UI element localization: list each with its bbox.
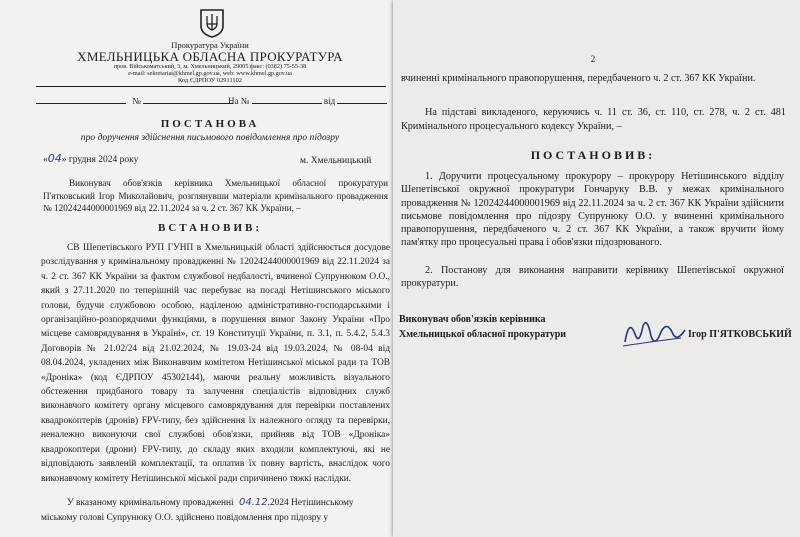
document-city: м. Хмельницький bbox=[300, 156, 372, 166]
resolution-item-1: 1. Доручити процесуальному прокурору – прокурору Нетішинського відділу Шепетівської окружної прокуратури Гончаруку В.В. у межах кримінального провадження № 12024244000001969 від 22.11.2024 за ч. 2 ст. 367 КК України здійснити письмове повідомлення про підозру Супрунюку О.О. у вчиненні кримінального правопорушення, передбаченого ч. 2 ст. 367 КК України, а також вручити йому пам'ятку про процесуальні права і обов'язки підозрюваного. bbox=[401, 171, 784, 249]
last-paragraph: У вказаному кримінальному провадженні 04.12.2024 Нетішинському bbox=[67, 497, 354, 508]
org-email: e-mail: sekretariat@khmel.gp.gov.ua, web: www.khmel.gp.gov.ua bbox=[128, 70, 292, 77]
intro-paragraph: Виконувач обов'язків керівника Хмельницької обласної прокуратури П'ятковський Ігор Миколайович, розглянувши матеріали кримінального провадження № 12024244000001969 від 22.11.2024 за ч. 2 ст. 367 КК України, – bbox=[43, 178, 388, 213]
incoming-number-field: На № від bbox=[228, 96, 387, 106]
document-title: ПОСТАНОВА bbox=[160, 118, 260, 130]
page-number: 2 bbox=[590, 54, 596, 64]
org-parent: Прокуратура України bbox=[171, 40, 249, 50]
outgoing-number-field: № bbox=[36, 96, 233, 106]
continuation-text: вчиненні кримінального правопорушення, передбаченого ч. 2 ст. 367 КК України. bbox=[401, 73, 756, 84]
header-divider bbox=[36, 86, 386, 87]
signer-title-line1: Виконувач обов'язків керівника bbox=[399, 314, 546, 325]
handwritten-day: 04 bbox=[47, 152, 62, 165]
signature-mark bbox=[619, 312, 689, 354]
document-date: «04» грудня 2024 року bbox=[43, 152, 139, 165]
last-paragraph-line2: міському голові Супрунюку О.О. здійснено повідомлення про підозру у bbox=[41, 513, 329, 523]
org-address: пров. Військоматський, 3, м. Хмельницький, 29005 факс: (0382) 75-55-38 bbox=[113, 63, 307, 70]
signer-name: Ігор П'ЯТКОВСЬКИЙ bbox=[688, 329, 792, 340]
main-body-paragraph: СВ Шепетівського РУП ГУНП в Хмельницькій області здійснюється досудове розслідування у кримінальному провадженні № 12024244000001969 від 22.11.2024 за ч. 2 ст. 367 КК України за фактом службової недбалості, вчиненої Супрунюком О.О., який з 27.11.2020 по теперішній час перебуває на посаді Нетішинського міського голови, будучи службовою особою, наділеною адміністративно-господарськими і організаційно-розпорядчими функціями, в порушення вимог Закону України «Про місцеве самоврядування в Україні», ст. 19 Конституції України, п. 3.1, п. 5.4.2, 5.4.3 Договорів № 21.02/24 від 21.02.2024, № 19.03-24 від 19.03.2024, № 08-04 від 08.04.2024, укладених між Виконавчим комітетом Нетішинської міської ради та ТОВ «Дроніка» (код ЄДРПОУ 45302144), маючи реальну можливість візуального обстеження придбаного товару та залучення спеціалістів відповідних служб виконавчого комітету органу місцевого самоврядування для перевірки поставлених квадрокоптерів (дронів) FPV-типу, без здійснення їх належного огляду та перевірки, неналежно виконуючи свої службові обов'язки, прийняв від ТОВ «Дроніка» квадрокоптери (дрони) FPV-типу, до складу яких входили комплектуючі, які не відповідають заявленій комплектації, та оплатив їх повну вартість, внаслідок чого виконавчому комітету Нетішинської міської ради спричинено тяжкі наслідки. bbox=[41, 243, 390, 484]
established-heading: ВСТАНОВИВ: bbox=[157, 222, 263, 234]
basis-paragraph: На підставі викладеного, керуючись ч. 11 ст. 36, ст. 110, ст. 278, ч. 2 ст. 481 Кримінального процесуального кодексу України, – bbox=[401, 107, 786, 132]
org-edrpou: Код ЄДРПОУ 02911102 bbox=[177, 77, 243, 84]
document-page-2 bbox=[393, 0, 800, 537]
document-subtitle: про доручення здійснення письмового повідомлення про підозру bbox=[80, 132, 340, 143]
handwritten-date: 04.12 bbox=[238, 497, 268, 508]
resolved-heading: ПОСТАНОВИВ: bbox=[530, 148, 656, 162]
coat-of-arms-emblem bbox=[199, 8, 225, 38]
resolution-item-2: 2. Постанову для виконання направити керівнику Шепетівської окружної прокуратури. bbox=[401, 265, 784, 290]
signer-title-line2: Хмельницької обласної прокуратури bbox=[399, 329, 567, 340]
org-name: ХМЕЛЬНИЦЬКА ОБЛАСНА ПРОКУРАТУРА bbox=[77, 49, 343, 64]
